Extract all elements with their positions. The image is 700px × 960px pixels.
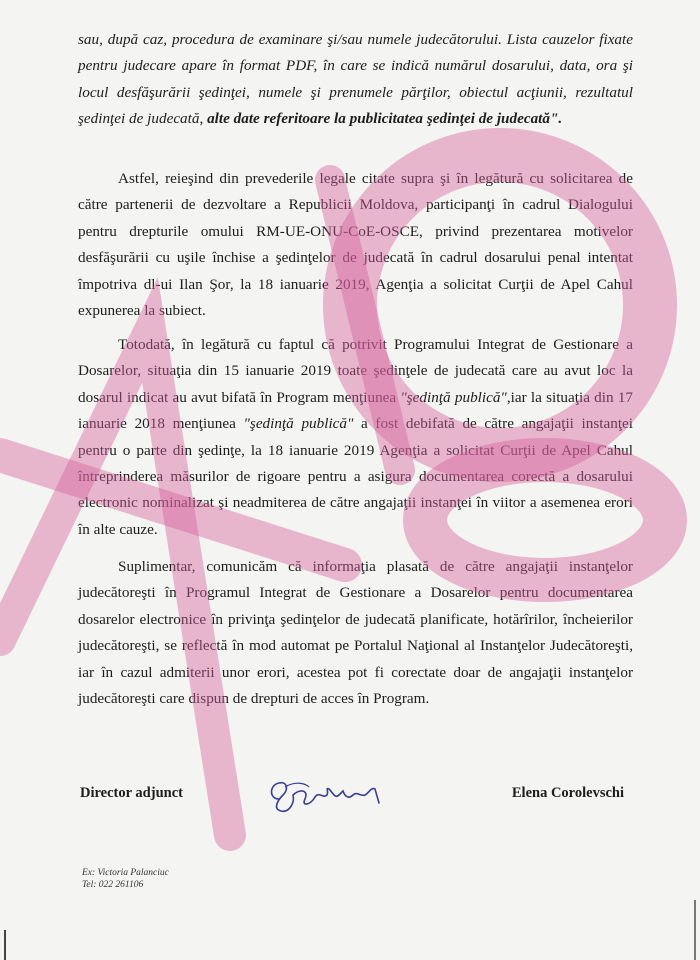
signatory-role: Director adjunct — [80, 785, 183, 801]
footer-phone: Tel: 022 261106 — [82, 880, 144, 890]
paragraph-3-part-2: ,iar la situaţia din 17 ianuarie 2018 menţiunea — [78, 388, 634, 433]
paragraph-1-text: sau, după caz, procedura de examinare şi/sau numele judecătorului. Lista cauzelor fixate pentru judecare apare în format PDF, în care se indică numărul dosarului, data, ora şi locul desfăşurării şedinţei, numele şi prenumele părţilor, obiectul acţiunii, rezultatul şedinţei de judecată, — [78, 31, 633, 128]
scan-edge-left — [4, 930, 6, 960]
paragraph-3 — [78, 332, 633, 543]
scan-edge — [694, 900, 696, 960]
footer-contact — [82, 867, 169, 891]
paragraph-4: Suplimentar, comunicăm că informaţia plasată de către angajaţii instanţelor judecătoreşti în Programul Integrat de Gestionare a Dosarelor pentru documentarea dosarelor electronice în privinţa şedinţelor de judecată planificate, hotărîrilor, încheierilor judecătoreşti, se reflectă în mod automat pe Portalul Naţional al Instanţelor Judecătoreşti, iar în cazul admiterii unor erori, acestea pot fi corectate doar de angajaţii instanţelor judecătoreşti care dispun de drepturi de acces în Program. — [78, 558, 633, 708]
paragraph-2: Astfel, reieşind din prevederile legale citate supra şi în legătură cu solicitarea de către partenerii de dezvoltare a Republicii Moldova, participanţi în cadrul Dialogului pentru drepturile omului RM-UE-ONU-CoE-OSCE, privind prezentarea motivelor desfăşurării cu uşile închise a şedinţelor de judecată în cadrul dosarului penal intentat împotriva dl-ui Ilan Şor, la 18 ianuarie 2019, Agenţia a solicitat Curţii de Apel Cahul expunerea la subiect. — [78, 170, 633, 320]
signatory-name: Elena Corolevschi — [511, 785, 624, 801]
paragraph-3-quote-2: "şedinţă publică" — [243, 415, 354, 433]
handwritten-signature — [265, 769, 385, 817]
paragraph-3-part-1: Totodată, în legătură cu faptul că potrivit Programului Integrat de Gestionare a Dosarelor, situaţia din 15 ianuarie 2019 toate şedinţele de judecată care au avut loc la dosarul indicat au avut bifată în Program menţiunea — [78, 336, 633, 406]
signature-block — [80, 781, 640, 811]
paragraph-3-quote-1: "şedinţă publică" — [400, 388, 507, 406]
paragraph-1 — [78, 27, 633, 133]
paragraph-3-part-3: a fost debifată de către angajaţii instanţei pentru o parte din şedinţe, la 18 ianuarie 2019 Agenţia a solicitat Curţii de Apel Cahul întreprinderea măsurilor de rigoare pentru a asigura documentarea corectă a dosarului electronic nominalizat şi neadmiterea de către angajaţii instanţei în viitor a asemenea erori în alte cauze. — [78, 415, 633, 538]
footer-executor: Ex: Victoria Palanciuc — [82, 868, 169, 878]
paragraph-1-bold: alte date referitoare la publicitatea şedinţei de judecată". — [207, 110, 563, 128]
